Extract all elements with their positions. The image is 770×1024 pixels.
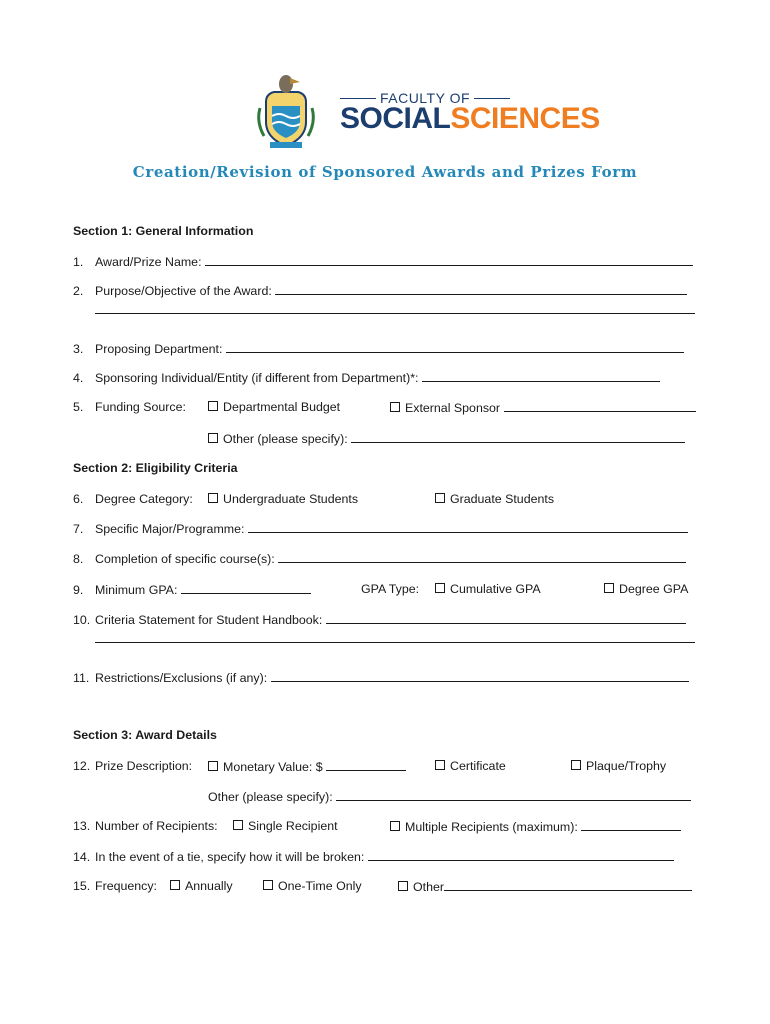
form-title: Creation/Revision of Sponsored Awards and Prizes Form	[132, 163, 638, 181]
q2-row: 2. Purpose/Objective of the Award:	[73, 283, 687, 298]
sponsoring-entity-field[interactable]	[422, 370, 660, 382]
section2-heading: Section 2: Eligibility Criteria	[73, 461, 238, 475]
checkbox-icon[interactable]	[398, 881, 408, 891]
q7-row: 7. Specific Major/Programme:	[73, 521, 688, 536]
specific-courses-field[interactable]	[278, 551, 686, 563]
checkbox-icon[interactable]	[571, 760, 581, 770]
external-sponsor-field[interactable]	[504, 400, 696, 412]
prize-other-field[interactable]	[336, 789, 691, 801]
q8-row: 8. Completion of specific course(s):	[73, 551, 686, 566]
undergraduate-option[interactable]: Undergraduate Students	[208, 492, 358, 506]
checkbox-icon[interactable]	[208, 761, 218, 771]
restrictions-field[interactable]	[271, 670, 689, 682]
funding-other-option[interactable]: Other (please specify):	[208, 431, 685, 446]
q12-row: 12. Prize Description:	[73, 759, 193, 773]
checkbox-icon[interactable]	[208, 401, 218, 411]
frequency-other-option[interactable]: Other	[398, 879, 692, 894]
checkbox-icon[interactable]	[435, 583, 445, 593]
certificate-option[interactable]: Certificate	[435, 759, 506, 773]
minimum-gpa-field[interactable]	[181, 582, 311, 594]
faculty-logo	[256, 72, 600, 152]
external-sponsor-option[interactable]: External Sponsor	[390, 400, 696, 415]
cumulative-gpa-option[interactable]: Cumulative GPA	[435, 582, 541, 596]
q6-row: 6. Degree Category:	[73, 492, 193, 506]
q4-row: 4. Sponsoring Individual/Entity (if different from Department)*:	[73, 370, 660, 385]
tie-breaker-field[interactable]	[368, 849, 674, 861]
departmental-budget-option[interactable]: Departmental Budget	[208, 400, 340, 414]
single-recipient-option[interactable]: Single Recipient	[233, 819, 338, 833]
section3-heading: Section 3: Award Details	[73, 728, 217, 742]
q5-row: 5. Funding Source:	[73, 400, 186, 414]
section1-heading: Section 1: General Information	[73, 224, 254, 238]
criteria-statement-field[interactable]	[326, 612, 686, 624]
checkbox-icon[interactable]	[170, 880, 180, 890]
social-sciences-text: SOCIALSCIENCES	[340, 102, 600, 135]
q1-row: 1. Award/Prize Name:	[73, 254, 693, 269]
q11-row: 11. Restrictions/Exclusions (if any):	[73, 670, 689, 685]
purpose-field[interactable]	[275, 283, 687, 295]
purpose-field-line2[interactable]	[95, 312, 695, 314]
checkbox-icon[interactable]	[435, 760, 445, 770]
max-recipients-field[interactable]	[581, 819, 681, 831]
plaque-trophy-option[interactable]: Plaque/Trophy	[571, 759, 666, 773]
checkbox-icon[interactable]	[208, 433, 218, 443]
faculty-of-text: FACULTY OF	[379, 90, 471, 106]
university-crest-icon	[256, 72, 316, 152]
checkbox-icon[interactable]	[208, 493, 218, 503]
annually-option[interactable]: Annually	[170, 879, 233, 893]
checkbox-icon[interactable]	[390, 402, 400, 412]
award-name-field[interactable]	[205, 254, 693, 266]
multiple-recipients-option[interactable]: Multiple Recipients (maximum):	[390, 819, 681, 834]
q15-row: 15. Frequency:	[73, 879, 157, 893]
checkbox-icon[interactable]	[435, 493, 445, 503]
criteria-statement-field-line2[interactable]	[95, 641, 695, 643]
checkbox-icon[interactable]	[263, 880, 273, 890]
prize-other-row: Other (please specify):	[208, 789, 691, 804]
q14-row: 14. In the event of a tie, specify how it will be broken:	[73, 849, 674, 864]
checkbox-icon[interactable]	[390, 821, 400, 831]
proposing-department-field[interactable]	[226, 341, 684, 353]
specific-major-field[interactable]	[248, 521, 688, 533]
checkbox-icon[interactable]	[233, 820, 243, 830]
q3-row: 3. Proposing Department:	[73, 341, 684, 356]
graduate-option[interactable]: Graduate Students	[435, 492, 554, 506]
q9-row: 9. Minimum GPA:	[73, 582, 311, 597]
q10-row: 10. Criteria Statement for Student Handbook:	[73, 612, 686, 627]
degree-gpa-option[interactable]: Degree GPA	[604, 582, 688, 596]
checkbox-icon[interactable]	[604, 583, 614, 593]
one-time-option[interactable]: One-Time Only	[263, 879, 362, 893]
monetary-value-option[interactable]: Monetary Value: $	[208, 759, 406, 774]
gpa-type-label: GPA Type:	[361, 582, 420, 596]
funding-other-field[interactable]	[351, 431, 685, 443]
monetary-value-field[interactable]	[326, 759, 406, 771]
q13-row: 13. Number of Recipients:	[73, 819, 218, 833]
frequency-other-field[interactable]	[444, 879, 692, 891]
